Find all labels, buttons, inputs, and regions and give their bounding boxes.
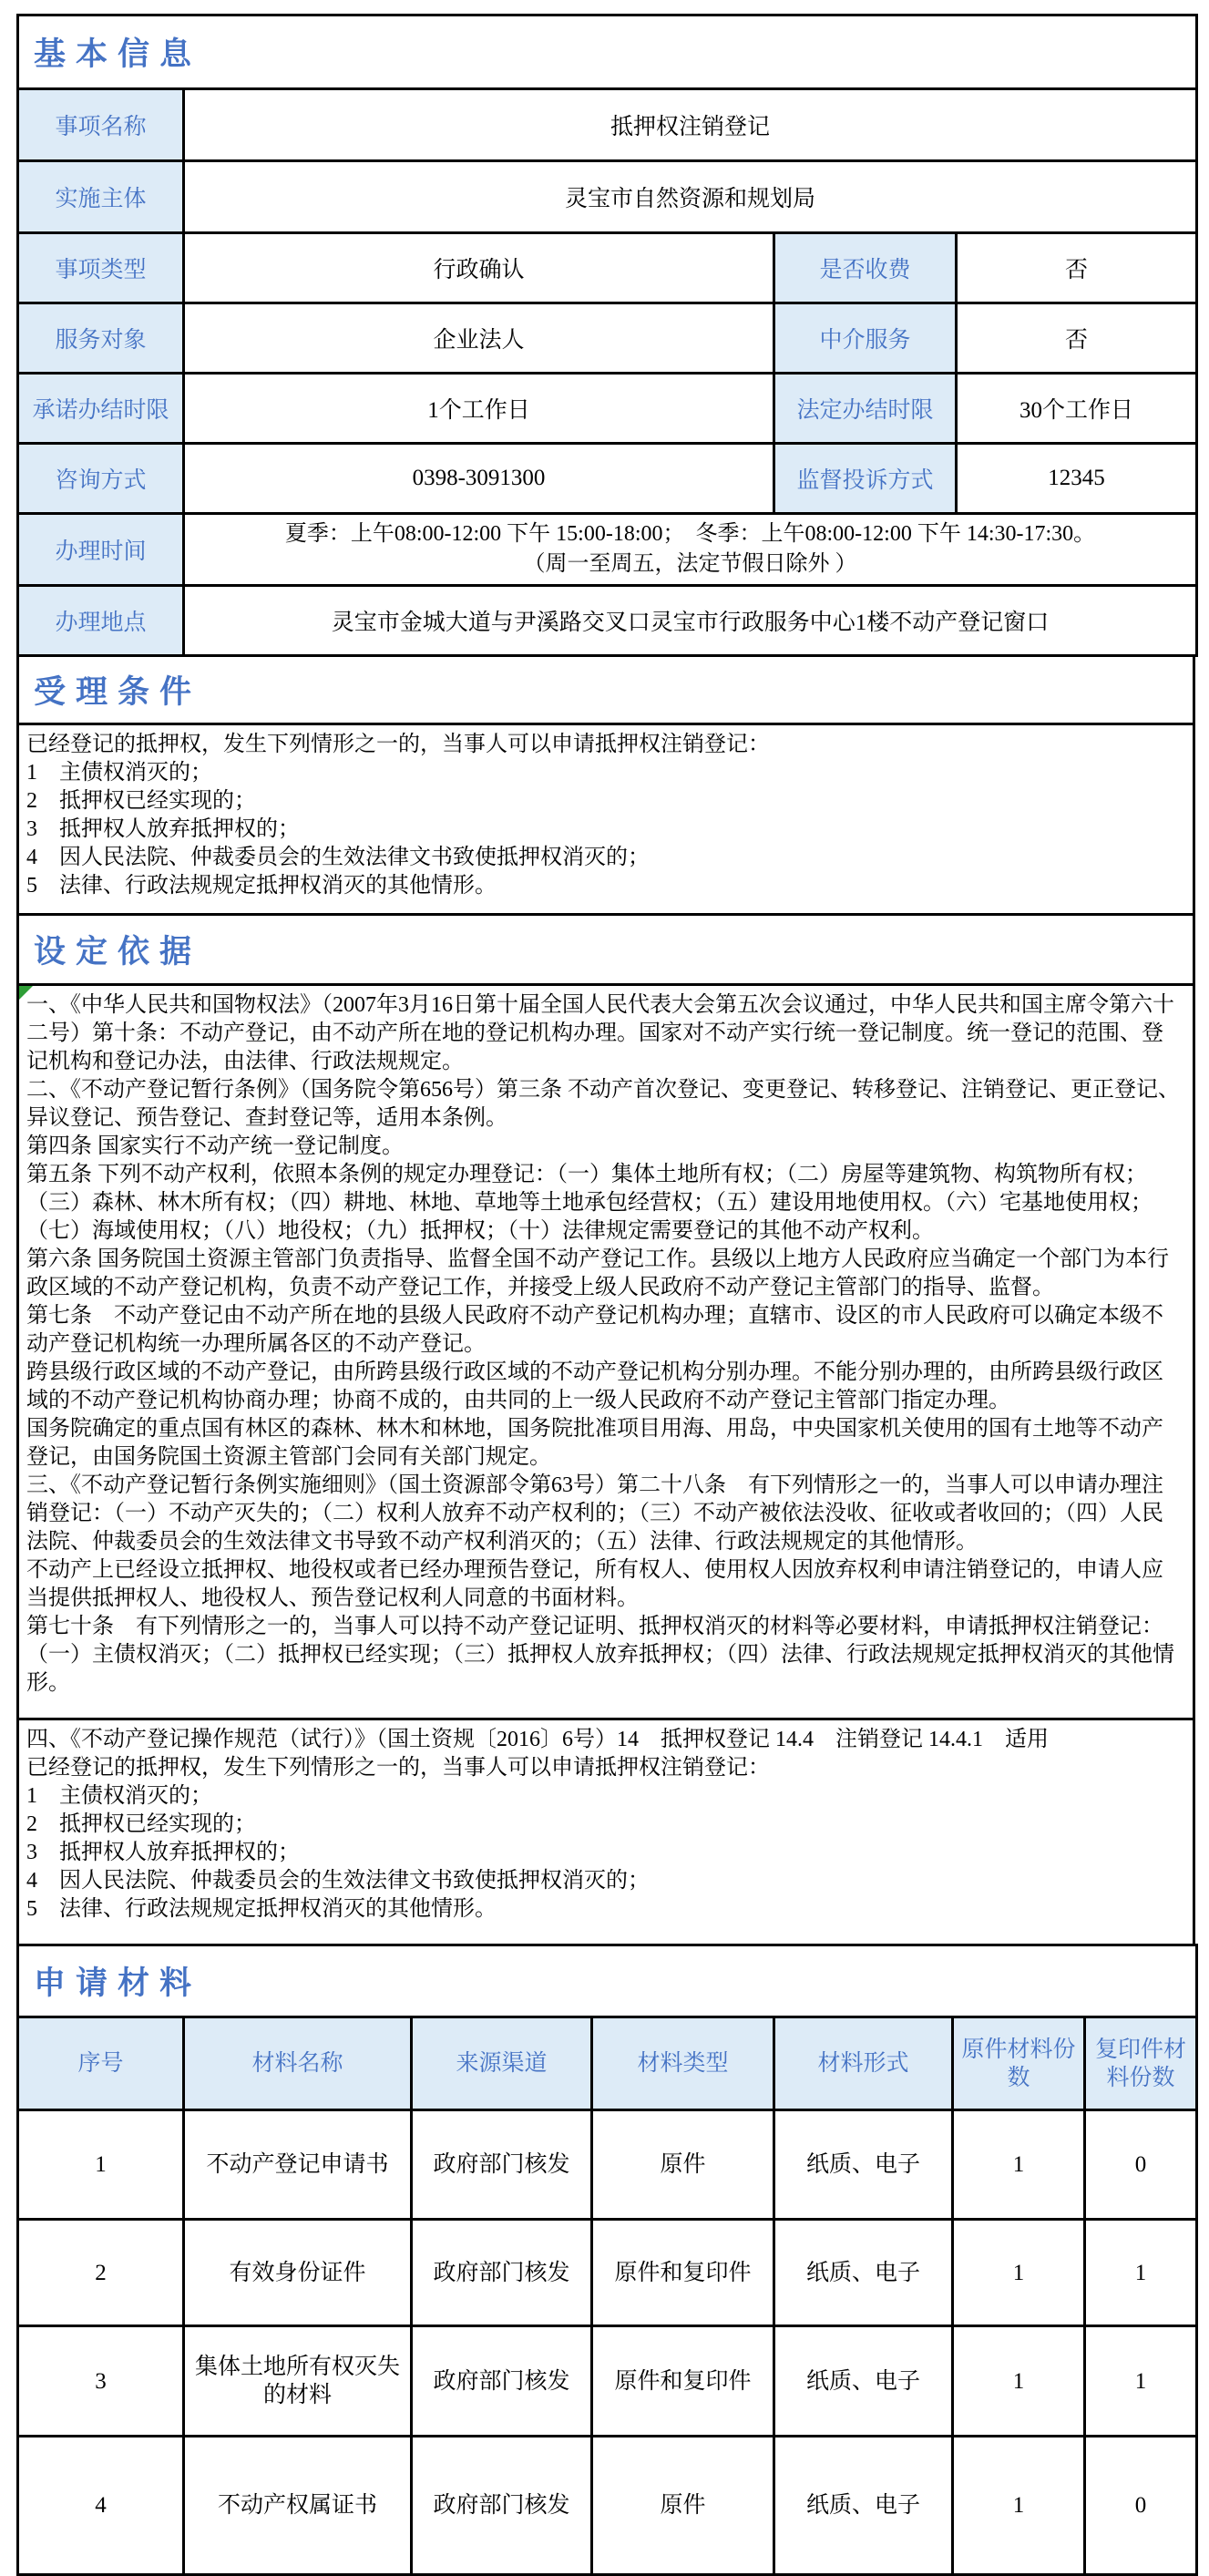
material-type: 原件 — [592, 2437, 774, 2575]
material-source: 政府部门核发 — [412, 2326, 592, 2437]
acceptance-conditions-table — [16, 654, 1195, 916]
acceptance-line: 5 法律、行政法规规定抵押权消灭的其他情形。 — [26, 874, 497, 898]
basis-paragraph: 第七十条 有下列情形之一的，当事人可以持不动产登记证明、抵押权消灭的材料等必要材料，申请抵押权注销登记：（一）主债权消灭；（二）抵押权已经实现；（三）抵押权人放弃抵押权；（四）法律、行政法规规定抵押权消灭的其他情形。 — [26, 1615, 1174, 1695]
intermediary-service-label: 中介服务 — [774, 303, 957, 374]
basis-paragraph: 1 主债权消灭的； — [26, 1784, 212, 1808]
acceptance-line: 2 抵押权已经实现的； — [26, 789, 256, 813]
material-photocopy-count: 0 — [1085, 2110, 1197, 2220]
material-source: 政府部门核发 — [412, 2220, 592, 2326]
section-title-materials: 申请材料 — [18, 1945, 1197, 2017]
material-name: 不动产权属证书 — [184, 2437, 412, 2575]
statutory-time-limit-label: 法定办结时限 — [774, 374, 957, 444]
material-name: 有效身份证件 — [184, 2220, 412, 2326]
table-row — [18, 444, 1197, 514]
office-hours-value — [184, 514, 1197, 586]
acceptance-title-row — [18, 656, 1194, 724]
item-name-value: 抵押权注销登记 — [184, 89, 1197, 161]
table-row — [18, 2220, 1197, 2326]
table-row — [18, 2326, 1197, 2437]
material-type: 原件和复印件 — [592, 2326, 774, 2437]
basis-paragraph: 国务院确定的重点国有林区的森林、林木和林地，国务院批准项目用海、用岛，中央国家机关使用的国有土地等不动产登记，由国务院国土资源主管部门会同有关部门规定。 — [26, 1417, 1163, 1469]
service-item-document — [16, 14, 1195, 2576]
basis-paragraph: 第五条 下列不动产权利，依照本条例的规定办理登记：（一）集体土地所有权；（二）房屋等建筑物、构筑物所有权；（三）森林、林木所有权；（四）耕地、林地、草地等土地承包经营权；（五）建设用地使用权。（六）宅基地使用权；（七）海域使用权；（八）地役权；（九）抵押权；（十）法律规定需要登记的其他不动产权利。 — [26, 1163, 1153, 1243]
basis-paragraph: 5 法律、行政法规规定抵押权消灭的其他情形。 — [26, 1897, 497, 1921]
basic-info-table — [16, 14, 1198, 657]
table-row — [18, 2110, 1197, 2220]
item-type-label: 事项类型 — [18, 233, 184, 303]
col-header-source-channel: 来源渠道 — [412, 2017, 592, 2110]
table-row — [18, 89, 1197, 161]
office-hours-label: 办理时间 — [18, 514, 184, 586]
table-row — [18, 586, 1197, 656]
acceptance-line: 1 主债权消灭的； — [26, 761, 212, 785]
service-target-value: 企业法人 — [184, 303, 774, 374]
promised-time-limit-value: 1个工作日 — [184, 374, 774, 444]
consultation-phone-value: 0398-3091300 — [184, 444, 774, 514]
table-row — [18, 1719, 1194, 1945]
office-location-label: 办理地点 — [18, 586, 184, 656]
section-title-legal-basis: 设定依据 — [18, 915, 1194, 985]
complaint-method-label: 监督投诉方式 — [774, 444, 957, 514]
table-row — [18, 303, 1197, 374]
implementing-body-label: 实施主体 — [18, 161, 184, 233]
material-photocopy-count: 1 — [1085, 2326, 1197, 2437]
col-header-photocopy-copies: 复印件材料份数 — [1085, 2017, 1197, 2110]
basis-paragraph: 一、《中华人民共和国物权法》（2007年3月16日第十届全国人民代表大会第五次会议通过，中华人民共和国主席令第六十二号）第十条：不动产登记，由不动产所在地的登记机构办理。国家对不动产实行统一登记制度。统一登记的范围、登记机构和登记办法，由法律、行政法规规定。 — [26, 993, 1174, 1073]
legal-basis-table — [16, 913, 1195, 1946]
office-hours-line2: （周一至周五，法定节假日除外 ） — [523, 552, 857, 576]
intermediary-service-value: 否 — [957, 303, 1197, 374]
basis-paragraph: 跨县级行政区域的不动产登记，由所跨县级行政区域的不动产登记机构分别办理。不能分别办理的，由所跨县级行政区域的不动产登记机构协商办理；协商不成的，由共同的上一级人民政府不动产登记主管部门指定办理。 — [26, 1360, 1163, 1412]
fee-charged-label: 是否收费 — [774, 233, 957, 303]
table-row — [18, 161, 1197, 233]
table-row — [18, 2437, 1197, 2575]
acceptance-line: 3 抵押权人放弃抵押权的； — [26, 817, 300, 841]
material-type: 原件 — [592, 2110, 774, 2220]
office-location-value: 灵宝市金城大道与尹溪路交叉口灵宝市行政服务中心1楼不动产登记窗口 — [184, 586, 1197, 656]
material-form: 纸质、电子 — [774, 2326, 953, 2437]
implementing-body-value: 灵宝市自然资源和规划局 — [184, 161, 1197, 233]
acceptance-line: 4 因人民法院、仲裁委员会的生效法律文书致使抵押权消灭的； — [26, 846, 650, 869]
material-index: 2 — [18, 2220, 184, 2326]
basis-paragraph: 第六条 国务院国土资源主管部门负责指导、监督全国不动产登记工作。县级以上地方人民政府应当确定一个部门为本行政区域的不动产登记机构，负责不动产登记工作，并接受上级人民政府不动产登记主管部门的指导、监督。 — [26, 1247, 1169, 1299]
promised-time-limit-label: 承诺办结时限 — [18, 374, 184, 444]
office-hours-line1: 夏季：上午08:00-12:00 下午 15:00-18:00； 冬季：上午08:00-12:00 下午 14:30-17:30。 — [284, 522, 1096, 546]
material-source: 政府部门核发 — [412, 2110, 592, 2220]
material-name: 不动产登记申请书 — [184, 2110, 412, 2220]
consultation-method-label: 咨询方式 — [18, 444, 184, 514]
materials-header-row — [18, 2017, 1197, 2110]
fee-charged-value: 否 — [957, 233, 1197, 303]
basis-paragraph: 2 抵押权已经实现的； — [26, 1812, 256, 1836]
basis-title-row — [18, 915, 1194, 985]
item-type-value: 行政确认 — [184, 233, 774, 303]
table-row — [18, 724, 1194, 915]
material-original-count: 1 — [953, 2220, 1085, 2326]
table-row — [18, 374, 1197, 444]
material-index: 4 — [18, 2437, 184, 2575]
basis-paragraph: 不动产上已经设立抵押权、地役权或者已经办理预告登记，所有权人、使用权人因放弃权利申请注销登记的，申请人应当提供抵押权人、地役权人、预告登记权利人同意的书面材料。 — [26, 1558, 1163, 1610]
service-target-label: 服务对象 — [18, 303, 184, 374]
basis-content-cell-1 — [18, 985, 1194, 1719]
material-form: 纸质、电子 — [774, 2220, 953, 2326]
col-header-material-name: 材料名称 — [184, 2017, 412, 2110]
basis-paragraph: 四、《不动产登记操作规范（试行）》（国土资规〔2016〕6号）14 抵押权登记 14.4 注销登记 14.4.1 适用 — [26, 1728, 1049, 1751]
cell-flag-triangle-icon — [19, 986, 33, 1000]
basis-content-cell-2 — [18, 1719, 1194, 1945]
material-index: 3 — [18, 2326, 184, 2437]
material-name: 集体土地所有权灭失的材料 — [184, 2326, 412, 2437]
section-title-acceptance: 受理条件 — [18, 656, 1194, 724]
material-type: 原件和复印件 — [592, 2220, 774, 2326]
statutory-time-limit-value: 30个工作日 — [957, 374, 1197, 444]
basis-paragraph: 4 因人民法院、仲裁委员会的生效法律文书致使抵押权消灭的； — [26, 1869, 650, 1893]
basis-paragraph: 二、《不动产登记暂行条例》（国务院令第656号）第三条 不动产首次登记、变更登记、转移登记、注销登记、更正登记、异议登记、预告登记、查封登记等，适用本条例。 — [26, 1078, 1180, 1130]
basis-paragraph: 第七条 不动产登记由不动产所在地的县级人民政府不动产登记机构办理；直辖市、设区的市人民政府可以确定本级不动产登记机构统一办理所属各区的不动产登记。 — [26, 1304, 1163, 1356]
materials-title-row — [18, 1945, 1197, 2017]
material-photocopy-count: 0 — [1085, 2437, 1197, 2575]
complaint-hotline-value: 12345 — [957, 444, 1197, 514]
material-original-count: 1 — [953, 2326, 1085, 2437]
table-row — [18, 233, 1197, 303]
basis-paragraph: 第四条 国家实行不动产统一登记制度。 — [26, 1134, 404, 1158]
application-materials-table — [16, 1944, 1198, 2576]
material-original-count: 1 — [953, 2110, 1085, 2220]
material-source: 政府部门核发 — [412, 2437, 592, 2575]
table-row — [18, 514, 1197, 586]
col-header-material-form: 材料形式 — [774, 2017, 953, 2110]
material-original-count: 1 — [953, 2437, 1085, 2575]
basic-info-title-row — [18, 15, 1197, 89]
material-photocopy-count: 1 — [1085, 2220, 1197, 2326]
col-header-material-type: 材料类型 — [592, 2017, 774, 2110]
basis-paragraph: 三、《不动产登记暂行条例实施细则》（国土资源部令第63号）第二十八条 有下列情形之一的，当事人可以申请办理注销登记：（一）不动产灭失的；（二）权利人放弃不动产权利的；（三）不动产被依法没收、征收或者收回的；（四）人民法院、仲裁委员会的生效法律文书导致不动产权利消灭的；（五）法律、行政法规规定的其他情形。 — [26, 1473, 1163, 1554]
basis-paragraph: 已经登记的抵押权，发生下列情形之一的，当事人可以申请抵押权注销登记： — [26, 1756, 770, 1780]
col-header-index: 序号 — [18, 2017, 184, 2110]
item-name-label: 事项名称 — [18, 89, 184, 161]
material-form: 纸质、电子 — [774, 2437, 953, 2575]
material-index: 1 — [18, 2110, 184, 2220]
col-header-original-copies: 原件材料份数 — [953, 2017, 1085, 2110]
section-title-basic-info: 基本信息 — [18, 15, 1197, 89]
basis-paragraph: 3 抵押权人放弃抵押权的； — [26, 1841, 300, 1864]
material-form: 纸质、电子 — [774, 2110, 953, 2220]
acceptance-content-cell — [18, 724, 1194, 915]
table-row — [18, 985, 1194, 1719]
acceptance-line: 已经登记的抵押权，发生下列情形之一的，当事人可以申请抵押权注销登记： — [26, 733, 770, 756]
